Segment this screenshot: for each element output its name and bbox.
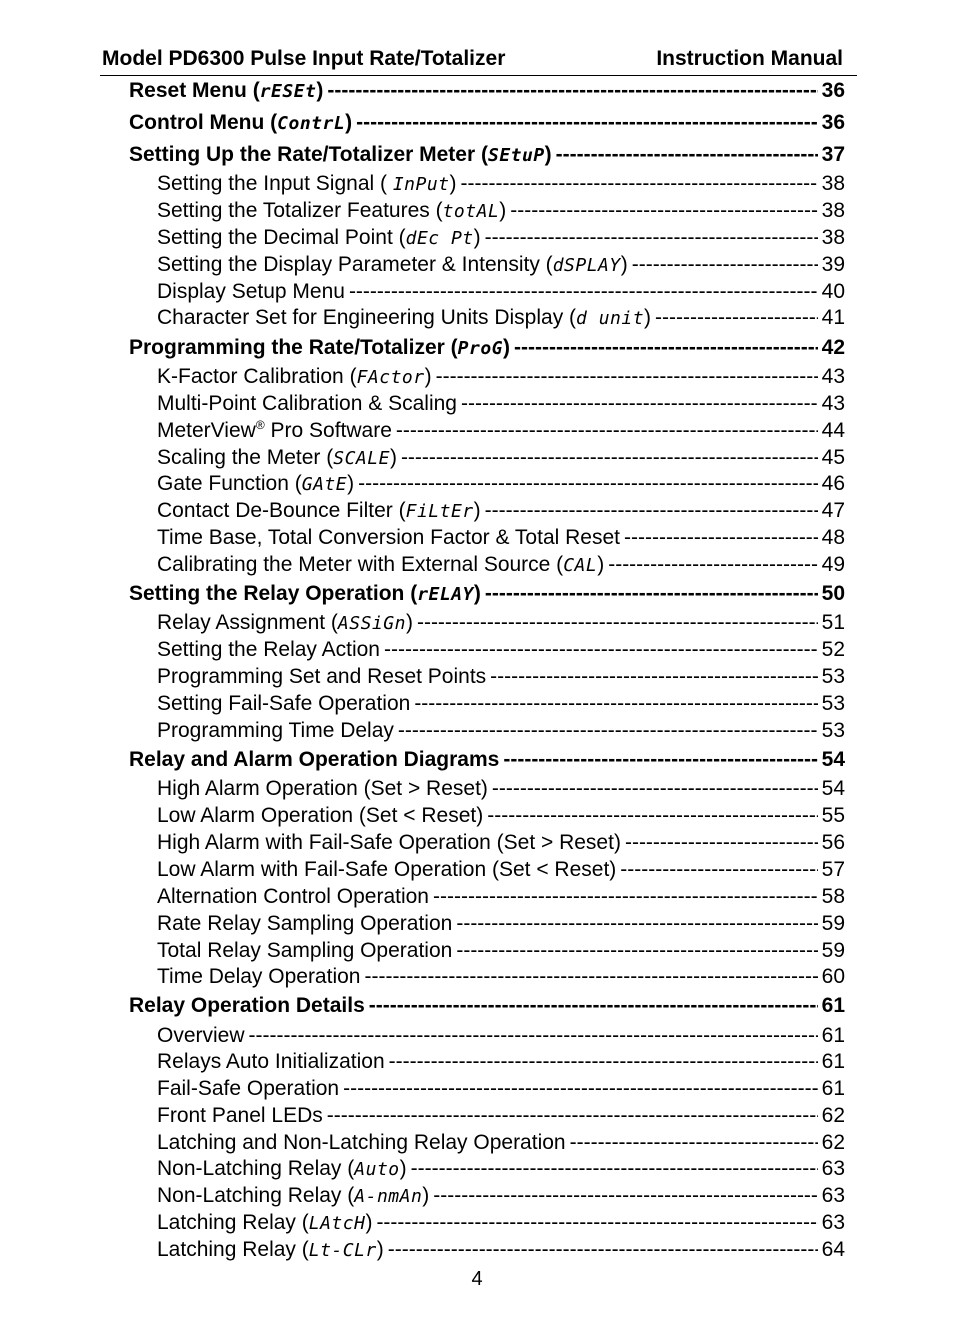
toc-entry-text: Control Menu ( bbox=[129, 111, 278, 134]
dot-leader bbox=[436, 363, 818, 390]
toc-page-number: 38 bbox=[821, 226, 845, 249]
lcd-menu-code: ProG bbox=[457, 338, 504, 359]
toc-subsection-entry[interactable] bbox=[157, 470, 845, 497]
toc-page-number: 47 bbox=[821, 499, 845, 522]
toc-page-number: 37 bbox=[821, 143, 845, 166]
toc-subsection-entry[interactable] bbox=[157, 170, 845, 197]
toc-entry-title bbox=[157, 802, 483, 829]
toc-subsection-entry[interactable] bbox=[157, 1075, 845, 1102]
lcd-menu-code: Lt-CLr bbox=[308, 1240, 377, 1261]
toc-entry-text-suffix: ) bbox=[316, 79, 324, 102]
toc-section-entry[interactable] bbox=[129, 109, 845, 136]
toc-entry-title bbox=[157, 470, 354, 498]
lcd-menu-code: Auto bbox=[354, 1159, 400, 1180]
toc-page-number: 61 bbox=[821, 994, 845, 1017]
toc-subsection-entry[interactable] bbox=[157, 963, 845, 990]
dot-leader bbox=[349, 278, 818, 305]
toc-entry-text-suffix: ) bbox=[449, 172, 457, 195]
dot-leader bbox=[401, 444, 818, 471]
dot-leader bbox=[624, 524, 818, 551]
toc-page-number: 42 bbox=[821, 336, 845, 359]
toc-page-number: 54 bbox=[821, 748, 845, 771]
toc-entry-text-suffix: ) bbox=[473, 226, 481, 249]
toc-entry-title bbox=[129, 334, 510, 362]
toc-subsection-entry[interactable] bbox=[157, 937, 845, 964]
toc-entry-text-suffix: ) bbox=[644, 306, 652, 329]
toc-entry-text-suffix: ) bbox=[620, 253, 628, 276]
toc-page-number: 63 bbox=[821, 1157, 845, 1180]
toc-entry-text: Non-Latching Relay ( bbox=[157, 1157, 355, 1180]
toc-page-number: 44 bbox=[821, 419, 845, 442]
toc-section-entry[interactable] bbox=[129, 580, 845, 607]
toc-entry-text: Relay and Alarm Operation Diagrams bbox=[129, 748, 500, 771]
toc-subsection-entry[interactable] bbox=[157, 1182, 845, 1209]
toc-subsection-entry[interactable] bbox=[157, 197, 845, 224]
dot-leader bbox=[369, 992, 818, 1019]
toc-entry-text-suffix: ) bbox=[473, 499, 481, 522]
toc-page-number: 53 bbox=[821, 719, 845, 742]
toc-entry-title bbox=[157, 1022, 245, 1049]
toc-subsection-entry[interactable] bbox=[157, 551, 845, 578]
toc-subsection-entry[interactable] bbox=[157, 609, 845, 636]
lcd-menu-code: ContrL bbox=[277, 113, 346, 134]
toc-entry-text-suffix: ) bbox=[389, 446, 397, 469]
toc-entry-title bbox=[129, 141, 552, 169]
toc-subsection-entry[interactable] bbox=[157, 1209, 845, 1236]
toc-subsection-entry[interactable] bbox=[157, 390, 845, 417]
toc-entry-title bbox=[129, 746, 499, 773]
toc-entry-text: Overview bbox=[157, 1024, 245, 1047]
toc-subsection-entry[interactable] bbox=[157, 856, 845, 883]
dot-leader bbox=[514, 334, 818, 361]
toc-entry-text: Calibrating the Meter with External Source ( bbox=[157, 553, 564, 576]
lcd-menu-code: dSPLAY bbox=[552, 255, 621, 276]
toc-entry-text: Multi-Point Calibration & Scaling bbox=[157, 392, 457, 415]
dot-leader bbox=[433, 883, 818, 910]
toc-subsection-entry[interactable] bbox=[157, 829, 845, 856]
toc-page-number: 53 bbox=[821, 692, 845, 715]
lcd-menu-code: dEc Pt bbox=[405, 228, 474, 249]
toc-page-number: 63 bbox=[821, 1211, 845, 1234]
dot-leader bbox=[485, 224, 818, 251]
toc-page-number: 59 bbox=[821, 912, 845, 935]
toc-entry-title bbox=[157, 1236, 384, 1264]
toc-entry-title bbox=[129, 109, 352, 137]
toc-entry-text: Low Alarm with Fail-Safe Operation (Set < Reset) bbox=[157, 858, 617, 881]
toc-subsection-entry[interactable] bbox=[157, 1129, 845, 1156]
toc-entry-text: Setting the Decimal Point ( bbox=[157, 226, 406, 249]
toc-entry-text: K-Factor Calibration ( bbox=[157, 365, 357, 388]
toc-entry-text: High Alarm with Fail-Safe Operation (Set > Reset) bbox=[157, 831, 621, 854]
document-type: Instruction Manual bbox=[656, 47, 843, 70]
toc-subsection-entry[interactable] bbox=[157, 1102, 845, 1129]
toc-page-number: 60 bbox=[821, 965, 845, 988]
toc-subsection-entry[interactable] bbox=[157, 717, 845, 744]
toc-page-number: 54 bbox=[821, 777, 845, 800]
toc-subsection-entry[interactable] bbox=[157, 663, 845, 690]
dot-leader bbox=[327, 77, 817, 104]
toc-entry-text: Character Set for Engineering Units Display ( bbox=[157, 306, 577, 329]
toc-entry-text-suffix: ) bbox=[422, 1184, 430, 1207]
toc-section-entry[interactable] bbox=[129, 141, 845, 168]
toc-page-number: 61 bbox=[821, 1024, 845, 1047]
toc-page-number: 45 bbox=[821, 446, 845, 469]
toc-entry-title bbox=[129, 77, 323, 105]
lcd-menu-code: totAL bbox=[442, 201, 500, 222]
toc-page-number: 63 bbox=[821, 1184, 845, 1207]
toc-entry-text-suffix: Pro Software bbox=[264, 419, 392, 442]
toc-subsection-entry[interactable] bbox=[157, 1022, 845, 1049]
toc-entry-text: Display Setup Menu bbox=[157, 280, 345, 303]
toc-subsection-entry[interactable] bbox=[157, 1155, 845, 1182]
toc-entry-text: Programming Set and Reset Points bbox=[157, 665, 487, 688]
toc-subsection-entry[interactable] bbox=[157, 444, 845, 471]
lcd-menu-code: GAtE bbox=[301, 474, 348, 495]
toc-entry-text-suffix: ) bbox=[399, 1157, 407, 1180]
dot-leader bbox=[510, 197, 817, 224]
toc-entry-text: Setting the Relay Operation ( bbox=[129, 582, 418, 605]
toc-entry-text: Latching Relay ( bbox=[157, 1211, 309, 1234]
toc-entry-text: Rate Relay Sampling Operation bbox=[157, 912, 453, 935]
lcd-menu-code: LAtcH bbox=[308, 1213, 366, 1234]
toc-subsection-entry[interactable] bbox=[157, 636, 845, 663]
dot-leader bbox=[570, 1129, 818, 1156]
toc-entry-title bbox=[129, 580, 481, 608]
toc-entry-text-suffix: ) bbox=[503, 336, 511, 359]
toc-entry-text: Programming the Rate/Totalizer ( bbox=[129, 336, 458, 359]
toc-entry-text-suffix: ) bbox=[597, 553, 605, 576]
toc-entry-text-suffix: ) bbox=[499, 199, 507, 222]
toc-entry-title bbox=[157, 251, 628, 279]
toc-subsection-entry[interactable] bbox=[157, 224, 845, 251]
registered-mark: ® bbox=[255, 418, 265, 432]
toc-page-number: 52 bbox=[821, 638, 845, 661]
toc-section-entry[interactable] bbox=[129, 77, 845, 104]
toc-subsection-entry[interactable] bbox=[157, 363, 845, 390]
toc-page-number: 51 bbox=[821, 611, 845, 634]
toc-entry-title bbox=[157, 197, 506, 225]
toc-entry-title bbox=[157, 444, 397, 472]
dot-leader bbox=[625, 829, 818, 856]
dot-leader bbox=[388, 1236, 818, 1263]
toc-page-number: 53 bbox=[821, 665, 845, 688]
toc-entry-text: Total Relay Sampling Operation bbox=[157, 939, 453, 962]
lcd-menu-code: SCALE bbox=[333, 448, 390, 469]
lcd-menu-code: CAL bbox=[563, 555, 598, 576]
toc-entry-title bbox=[157, 609, 413, 637]
toc-entry-text: Contact De-Bounce Filter ( bbox=[157, 499, 406, 522]
toc-entry-text: Programming Time Delay bbox=[157, 719, 394, 742]
toc-entry-title bbox=[157, 1182, 429, 1210]
toc-page-number: 48 bbox=[821, 526, 845, 549]
lcd-menu-code: ASSiGn bbox=[337, 613, 406, 634]
toc-page-number: 38 bbox=[821, 172, 845, 195]
toc-entry-title bbox=[157, 636, 380, 663]
toc-entry-title bbox=[157, 1209, 372, 1237]
toc-entry-text: Latching Relay ( bbox=[157, 1238, 309, 1261]
toc-entry-title bbox=[157, 1129, 566, 1156]
toc-entry-title bbox=[157, 497, 481, 525]
toc-page-number: 56 bbox=[821, 831, 845, 854]
toc-page-number: 58 bbox=[821, 885, 845, 908]
toc-page-number: 41 bbox=[821, 306, 845, 329]
toc-subsection-entry[interactable] bbox=[157, 251, 845, 278]
lcd-menu-code: rESEt bbox=[259, 81, 317, 102]
toc-entry-title bbox=[157, 1075, 339, 1102]
toc-page-number: 38 bbox=[821, 199, 845, 222]
toc-entry-text: Relay Assignment ( bbox=[157, 611, 338, 634]
dot-leader bbox=[384, 636, 818, 663]
dot-leader bbox=[343, 1075, 818, 1102]
page-number: 4 bbox=[471, 1268, 483, 1290]
page-header bbox=[100, 46, 857, 76]
toc-section-entry[interactable] bbox=[129, 992, 845, 1019]
toc-entry-title bbox=[157, 224, 481, 252]
toc-subsection-entry[interactable] bbox=[157, 1048, 845, 1075]
toc-entry-title bbox=[157, 856, 616, 883]
toc-page-number: 50 bbox=[821, 582, 845, 605]
dot-leader bbox=[556, 141, 818, 168]
toc-page-number: 40 bbox=[821, 280, 845, 303]
toc-entry-text-suffix: ) bbox=[424, 365, 432, 388]
dot-leader bbox=[376, 1209, 817, 1236]
toc-entry-text: Front Panel LEDs bbox=[157, 1104, 323, 1127]
toc-entry-text: Setting the Input Signal ( bbox=[157, 172, 393, 195]
toc-entry-text: Gate Function ( bbox=[157, 472, 302, 495]
toc-entry-text: Setting the Relay Action bbox=[157, 638, 380, 661]
toc-subsection-entry[interactable] bbox=[157, 690, 845, 717]
dot-leader bbox=[632, 251, 818, 278]
toc-subsection-entry[interactable] bbox=[157, 524, 845, 551]
dot-leader bbox=[487, 802, 817, 829]
toc-subsection-entry[interactable] bbox=[157, 802, 845, 829]
dot-leader bbox=[249, 1022, 818, 1049]
toc-entry-title bbox=[157, 304, 651, 332]
dot-leader bbox=[503, 746, 817, 773]
toc-entry-title bbox=[157, 170, 457, 198]
toc-entry-title bbox=[157, 551, 604, 579]
dot-leader bbox=[411, 1155, 818, 1182]
toc-page-number: 39 bbox=[821, 253, 845, 276]
toc-page-number: 36 bbox=[821, 111, 845, 134]
toc-subsection-entry[interactable] bbox=[157, 497, 845, 524]
dot-leader bbox=[396, 417, 818, 444]
toc-entry-text: Setting the Totalizer Features ( bbox=[157, 199, 443, 222]
dot-leader bbox=[485, 580, 818, 607]
toc-entry-text-suffix: ) bbox=[347, 472, 355, 495]
toc-entry-text-suffix: ) bbox=[473, 582, 481, 605]
lcd-menu-code: A-nmAn bbox=[354, 1186, 423, 1207]
toc-entry-title bbox=[157, 1102, 323, 1129]
toc-page-number: 43 bbox=[821, 365, 845, 388]
dot-leader bbox=[327, 1102, 818, 1129]
dot-leader bbox=[398, 717, 818, 744]
dot-leader bbox=[364, 963, 817, 990]
dot-leader bbox=[485, 497, 818, 524]
toc-entry-title bbox=[157, 663, 486, 690]
toc-page-number: 36 bbox=[821, 79, 845, 102]
toc-subsection-entry[interactable] bbox=[157, 775, 845, 802]
lcd-menu-code: SEtuP bbox=[487, 145, 545, 166]
lcd-menu-code: FActor bbox=[356, 367, 425, 388]
toc-entry-text: Relays Auto Initialization bbox=[157, 1050, 385, 1073]
lcd-menu-code: rELAY bbox=[417, 584, 474, 605]
toc-entry-title bbox=[157, 278, 345, 305]
toc-page-number: 61 bbox=[821, 1077, 845, 1100]
lcd-menu-code: d unit bbox=[576, 308, 645, 329]
toc-entry-text: MeterView bbox=[157, 419, 256, 442]
toc-entry-title bbox=[157, 417, 392, 444]
dot-leader bbox=[492, 775, 818, 802]
dot-leader bbox=[389, 1048, 818, 1075]
toc-entry-title bbox=[157, 690, 410, 717]
toc-entry-text-suffix: ) bbox=[365, 1211, 373, 1234]
dot-leader bbox=[461, 170, 818, 197]
toc-subsection-entry[interactable] bbox=[157, 417, 845, 444]
toc-entry-title bbox=[157, 829, 621, 856]
toc-entry-text: Alternation Control Operation bbox=[157, 885, 429, 908]
dot-leader bbox=[356, 109, 817, 136]
toc-entry-title bbox=[157, 910, 452, 937]
toc-entry-title bbox=[157, 717, 394, 744]
toc-page-number: 64 bbox=[821, 1238, 845, 1261]
toc-entry-text: Scaling the Meter ( bbox=[157, 446, 334, 469]
toc-entry-text-suffix: ) bbox=[405, 611, 413, 634]
dot-leader bbox=[608, 551, 817, 578]
toc-page-number: 43 bbox=[821, 392, 845, 415]
toc-entry-title bbox=[157, 883, 429, 910]
toc-entry-title bbox=[157, 775, 488, 802]
toc-entry-text: Latching and Non-Latching Relay Operation bbox=[157, 1131, 566, 1154]
dot-leader bbox=[490, 663, 817, 690]
toc-entry-text-suffix: ) bbox=[544, 143, 552, 166]
dot-leader bbox=[655, 304, 818, 331]
toc-section-entry[interactable] bbox=[129, 334, 845, 361]
toc-entry-title bbox=[129, 992, 365, 1019]
toc-subsection-entry[interactable] bbox=[157, 883, 845, 910]
lcd-menu-code: InPut bbox=[392, 174, 450, 195]
toc-page-number: 62 bbox=[821, 1104, 845, 1127]
toc-entry-text: High Alarm Operation (Set > Reset) bbox=[157, 777, 488, 800]
toc-subsection-entry[interactable] bbox=[157, 1236, 845, 1263]
dot-leader bbox=[417, 609, 818, 636]
toc-entry-text: Reset Menu ( bbox=[129, 79, 260, 102]
toc-entry-title bbox=[157, 1155, 407, 1183]
dot-leader bbox=[433, 1182, 817, 1209]
document-title: Model PD6300 Pulse Input Rate/Totalizer bbox=[102, 47, 506, 70]
toc-entry-text: Setting Fail-Safe Operation bbox=[157, 692, 411, 715]
toc-entry-text: Relay Operation Details bbox=[129, 994, 365, 1017]
toc-page-number: 59 bbox=[821, 939, 845, 962]
toc-page-number: 62 bbox=[821, 1131, 845, 1154]
dot-leader bbox=[461, 390, 818, 417]
toc-entry-title bbox=[157, 363, 432, 391]
toc-entry-text-suffix: ) bbox=[376, 1238, 384, 1261]
toc-entry-text: Time Delay Operation bbox=[157, 965, 361, 988]
toc-page-number: 46 bbox=[821, 472, 845, 495]
toc-entry-title bbox=[157, 1048, 385, 1075]
toc-page-number: 57 bbox=[821, 858, 845, 881]
toc-entry-title bbox=[157, 963, 360, 990]
toc-subsection-entry[interactable] bbox=[157, 910, 845, 937]
toc-page-number: 49 bbox=[821, 553, 845, 576]
toc-subsection-entry[interactable] bbox=[157, 304, 845, 331]
toc-subsection-entry[interactable] bbox=[157, 278, 845, 305]
dot-leader bbox=[358, 470, 818, 497]
toc-entry-title bbox=[157, 937, 452, 964]
dot-leader bbox=[456, 937, 817, 964]
toc-entry-text: Time Base, Total Conversion Factor & Total Reset bbox=[157, 526, 620, 549]
toc-page-number: 55 bbox=[821, 804, 845, 827]
toc-entry-text-suffix: ) bbox=[345, 111, 353, 134]
toc-section-entry[interactable] bbox=[129, 746, 845, 773]
lcd-menu-code: FiLtEr bbox=[405, 501, 474, 522]
dot-leader bbox=[456, 910, 817, 937]
toc-entry-text: Low Alarm Operation (Set < Reset) bbox=[157, 804, 484, 827]
toc-entry-text: Non-Latching Relay ( bbox=[157, 1184, 355, 1207]
toc-page-number: 61 bbox=[821, 1050, 845, 1073]
toc-entry-text: Setting the Display Parameter & Intensity ( bbox=[157, 253, 553, 276]
toc-entry-text: Fail-Safe Operation bbox=[157, 1077, 340, 1100]
toc-entry-text: Setting Up the Rate/Totalizer Meter ( bbox=[129, 143, 488, 166]
dot-leader bbox=[414, 690, 817, 717]
toc-entry-title bbox=[157, 390, 457, 417]
dot-leader bbox=[620, 856, 817, 883]
toc-entry-title bbox=[157, 524, 620, 551]
